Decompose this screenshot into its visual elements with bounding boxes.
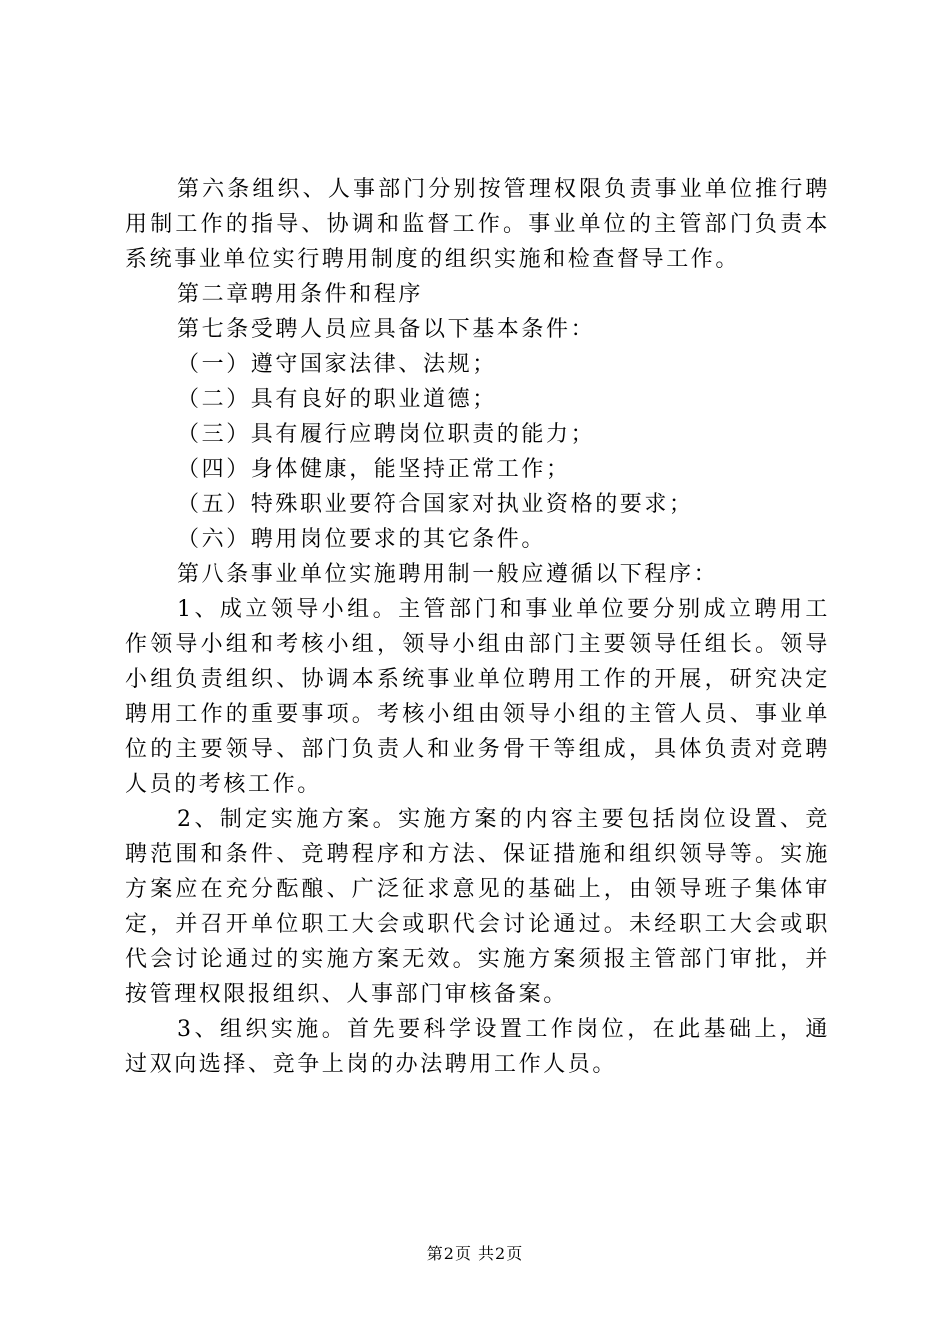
paragraph-article-8: 第八条事业单位实施聘用制一般应遵循以下程序： (177, 562, 719, 587)
paragraph-article-6: 第六条组织、人事部门分别按管理权限负责事业单位推行聘用制工作的指导、协调和监督工作。事业单位的主管部门负责本系统事业单位实行聘用制度的组织实施和检查督导工作。 (125, 177, 830, 272)
chapter-heading: 第二章聘用条件和程序 (177, 282, 424, 307)
paragraph-step-2: 2、制定实施方案。实施方案的内容主要包括岗位设置、竞聘范围和条件、竞聘程序和方法、保证措施和组织领导等。实施方案应在充分酝酿、广泛征求意见的基础上，由领导班子集体审定，并召开单位职工大会或职代会讨论通过。未经职工大会或职代会讨论通过的实施方案无效。实施方案须报主管部门审批，并按管理权限报组织、人事部门审核备案。 (125, 807, 830, 1007)
paragraph-step-1: 1、成立领导小组。主管部门和事业单位要分别成立聘用工作领导小组和考核小组，领导小组由部门主要领导任组长。领导小组负责组织、协调本系统事业单位聘用工作的开展，研究决定聘用工作的重要事项。考核小组由领导小组的主管人员、事业单位的主要领导、部门负责人和业务骨干等组成，具体负责对竞聘人员的考核工作。 (125, 597, 830, 797)
paragraph-step-3: 3、组织实施。首先要科学设置工作岗位，在此基础上，通过双向选择、竞争上岗的办法聘用工作人员。 (125, 1017, 830, 1077)
list-item-condition-1: （一）遵守国家法律、法规； (177, 352, 497, 377)
list-item-condition-5: （五）特殊职业要符合国家对执业资格的要求； (177, 492, 694, 517)
paragraph-article-7: 第七条受聘人员应具备以下基本条件： (177, 317, 596, 342)
list-item-condition-4: （四）身体健康，能坚持正常工作； (177, 457, 571, 482)
list-item-condition-3: （三）具有履行应聘岗位职责的能力； (177, 422, 596, 447)
document-body (125, 172, 830, 1082)
page-number: 第2页 共2页 (426, 1244, 524, 1263)
list-item-condition-6: （六）聘用岗位要求的其它条件。 (177, 527, 547, 552)
page-footer (0, 1243, 950, 1265)
list-item-condition-2: （二）具有良好的职业道德； (177, 387, 497, 412)
